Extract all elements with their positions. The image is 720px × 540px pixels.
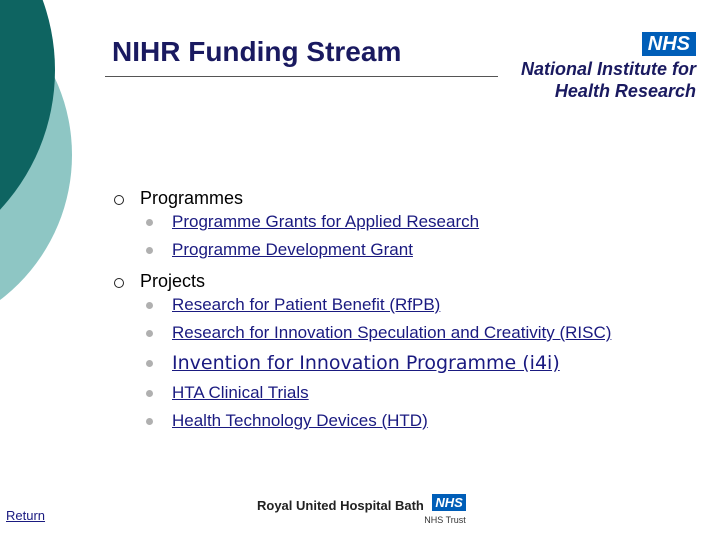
- bullet-icon: [146, 360, 153, 367]
- decorative-circles: [0, 0, 80, 300]
- hollow-bullet-icon: [114, 195, 124, 205]
- section-label: Programmes: [140, 188, 244, 208]
- list-item[interactable]: [140, 241, 642, 259]
- hospital-logo: [257, 494, 466, 525]
- list-item-link[interactable]: Programme Development Grant: [172, 240, 413, 259]
- programmes-list: [140, 213, 642, 259]
- nihr-name-line1: National Institute for: [521, 59, 696, 79]
- list-item-link[interactable]: Health Technology Devices (HTD): [172, 411, 428, 430]
- hospital-nhs-badge: NHS: [432, 494, 465, 511]
- return-link[interactable]: Return: [6, 508, 46, 523]
- hollow-bullet-icon: [114, 278, 124, 288]
- list-item[interactable]: [140, 213, 642, 231]
- projects-list: [140, 296, 642, 430]
- title-divider: [105, 76, 498, 77]
- list-item[interactable]: [140, 296, 642, 314]
- list-item-link[interactable]: Programme Grants for Applied Research: [172, 212, 480, 231]
- bullet-icon: [146, 330, 153, 337]
- list-item-link[interactable]: Research for Patient Benefit (RfPB): [172, 295, 441, 314]
- list-item[interactable]: [140, 384, 642, 402]
- nhs-badge: NHS: [642, 32, 696, 56]
- page-title: NIHR Funding Stream: [112, 36, 402, 67]
- list-item-link[interactable]: Invention for Innovation Programme (i4i): [172, 352, 560, 374]
- section-label: Projects: [140, 271, 206, 291]
- hospital-name: Royal United Hospital Bath: [257, 498, 424, 513]
- section-projects: [112, 269, 642, 430]
- list-item-link[interactable]: Research for Innovation Speculation and Creativity (RISC): [172, 323, 612, 342]
- bullet-icon: [146, 390, 153, 397]
- bullet-icon: [146, 302, 153, 309]
- bullet-icon: [146, 219, 153, 226]
- funding-list: [112, 186, 642, 440]
- nihr-name-line2: Health Research: [554, 81, 696, 101]
- bullet-icon: [146, 247, 153, 254]
- trust-label: NHS Trust: [424, 515, 466, 525]
- section-programmes: [112, 186, 642, 259]
- list-item[interactable]: [140, 352, 642, 374]
- list-item-link[interactable]: HTA Clinical Trials: [172, 383, 309, 402]
- list-item[interactable]: [140, 324, 642, 342]
- list-item[interactable]: [140, 412, 642, 430]
- bullet-icon: [146, 418, 153, 425]
- nihr-logo: [496, 32, 696, 102]
